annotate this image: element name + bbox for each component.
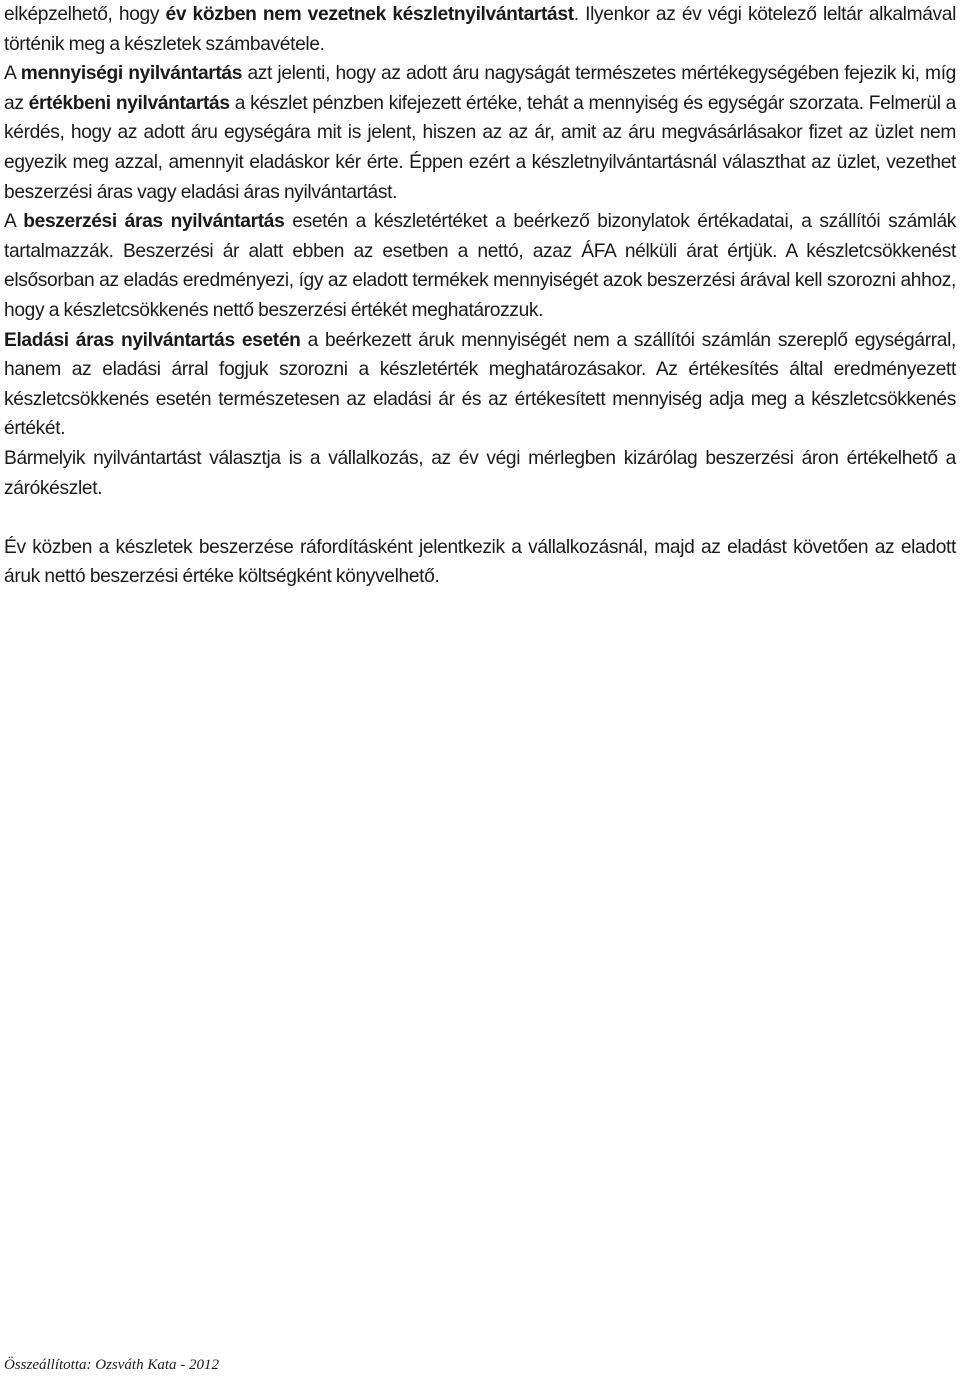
text-run: A: [4, 211, 24, 233]
text-run: elképzelhető, hogy: [4, 4, 166, 25]
paragraph-spacer: [4, 503, 956, 533]
paragraph-5: [4, 444, 956, 503]
footer-author: Összeállította: Ozsváth Kata - 2012: [4, 1357, 220, 1373]
text-run: A: [4, 63, 21, 85]
bold-term: év közben nem vezetnek készletnyilvántartást: [165, 4, 574, 25]
paragraph-2: [4, 59, 956, 207]
bold-term: értékbeni nyilvántartás: [28, 92, 230, 114]
bold-term: Eladási áras nyilvántartás esetén: [4, 329, 301, 351]
document-body: [4, 0, 956, 592]
text-run: . Ilyenkor az év végi kötelező leltár alkalmával történik meg a készletek számbavétele.: [4, 4, 957, 55]
text-run: a beérkezett áruk mennyiségét nem a szállítói számlán szereplő egységárral, hanem az eladási árral fogjuk szorozni a készletérték meghatározásakor. Az értékesítés által eredményezett készletcsökkenés esetén természetesen az eladási ár és az értékesített mennyiség adja meg a készletcsökkenés értékét.: [4, 329, 956, 440]
paragraph-6: [4, 533, 956, 592]
bold-term: beszerzési áras nyilvántartás: [23, 211, 285, 233]
text-run: Bármelyik nyilvántartást választja is a vállalkozás, az év végi mérlegben kizárólag beszerzési áron értékelhető a zárókészlet.: [4, 447, 956, 499]
bold-term: mennyiségi nyilvántartás: [20, 63, 243, 85]
text-run: azt jelenti, hogy az adott áru nagyságát természetes mértékegységében fejezik ki, míg az: [4, 63, 956, 114]
text-run: esetén a készletértéket a beérkező bizonylatok értékadatai, a szállítói számlák tartalmazzák. Beszerzési ár alatt ebben az esetben a nettó, azaz ÁFA nélküli árat értjük. A készletcsökkenést elsősorban az eladás eredményezi, így az eladott termékek mennyiségét azok beszerzési árával kell szorozni ahhoz, hogy a készletcsökkenés nettő beszerzési értékét meghatározzuk.: [4, 211, 957, 321]
paragraph-1: [4, 0, 956, 59]
text-run: Év közben a készletek beszerzése ráfordításként jelentkezik a vállalkozásnál, majd az eladást követően az eladott áruk nettó beszerzési értéke költségként könyvelhető.: [4, 536, 956, 588]
paragraph-3: [4, 207, 956, 325]
paragraph-4: [4, 326, 956, 444]
text-run: a készlet pénzben kifejezett értéke, tehát a mennyiség és egységár szorzata. Felmerül a kérdés, hogy az adott áru egységára mit is jelent, hiszen az az ár, amit az áru megvásárlásakor fizet az üzlet nem egyezik meg azzal, amennyit eladáskor kér érte. Éppen ezért a készletnyilvántartásnál választhat az üzlet, vezethet beszerzési áras vagy eladási áras nyilvántartást.: [4, 92, 956, 203]
